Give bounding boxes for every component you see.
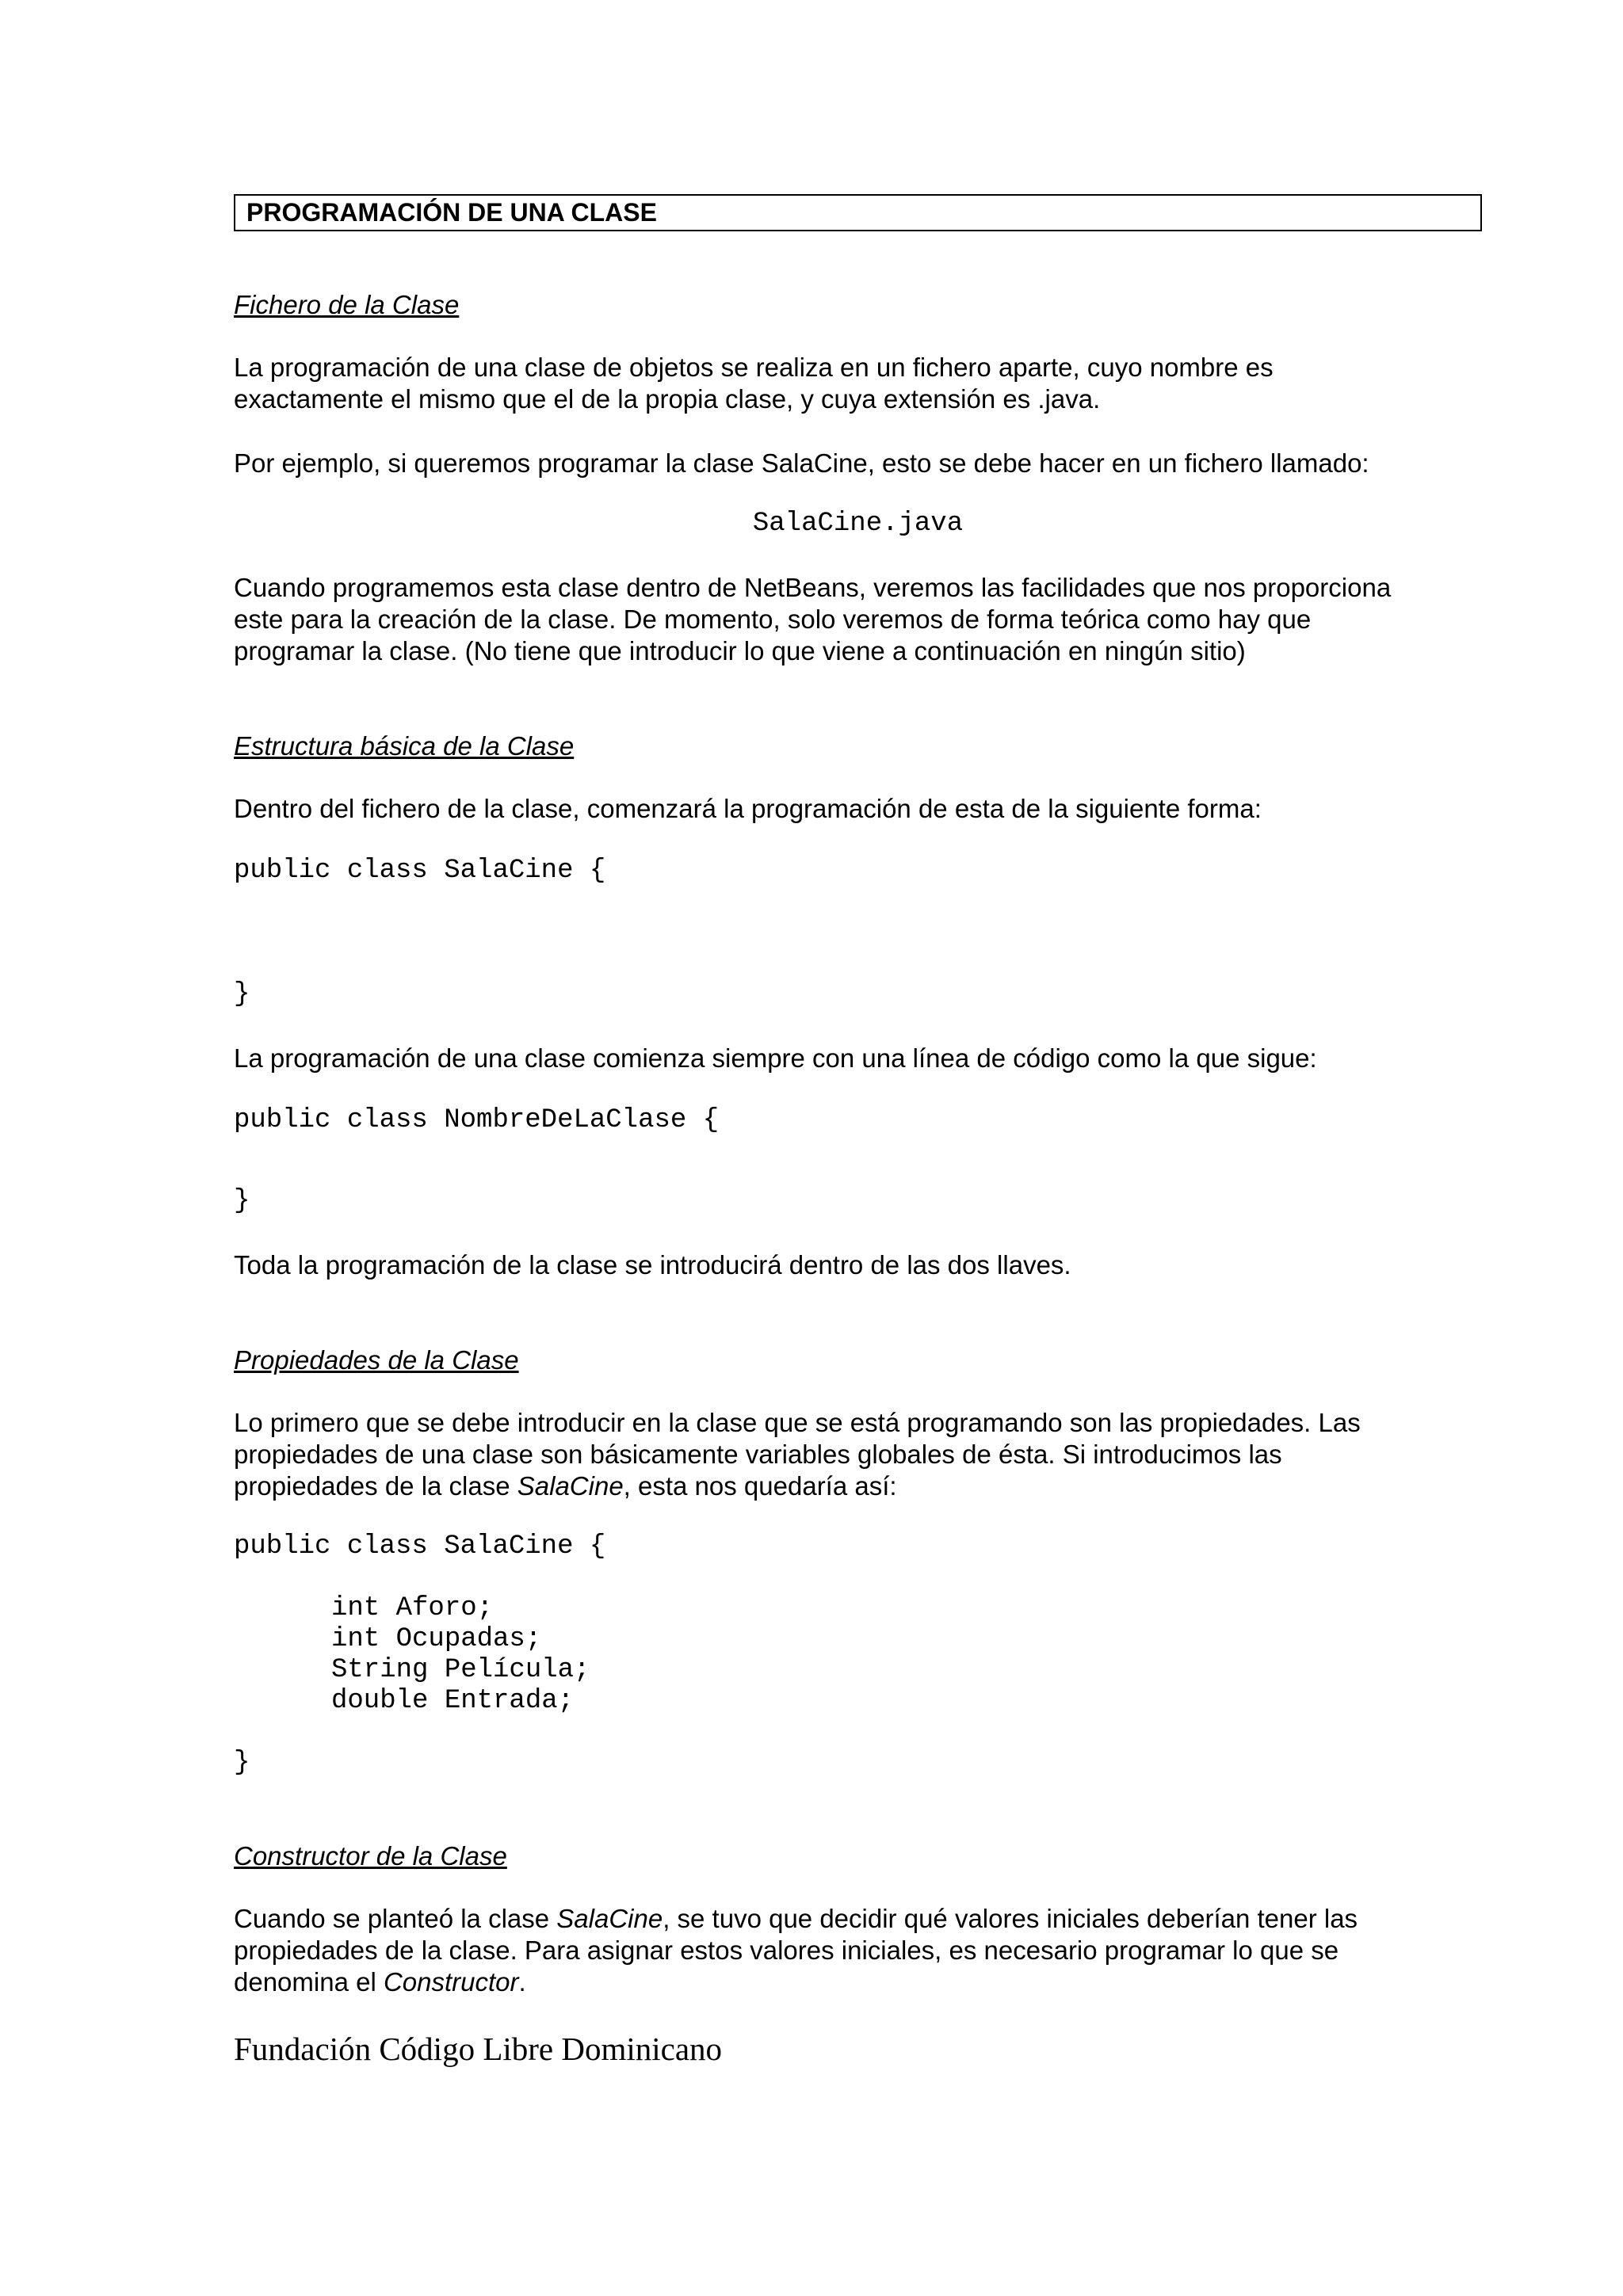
code-block-salacine-open: public class SalaCine { bbox=[234, 856, 606, 886]
paragraph-estructura-3: Toda la programación de la clase se introducirá dentro de las dos llaves. bbox=[234, 1250, 1071, 1280]
text-line: Cuando programemos esta clase dentro de NetBeans, veremos las facilidades que nos proporciona bbox=[234, 573, 1392, 602]
text-line: propiedades de una clase son básicamente variables globales de ésta. Si introducimos las bbox=[234, 1440, 1282, 1469]
class-name-emphasis: SalaCine bbox=[556, 1904, 663, 1933]
constructor-emphasis: Constructor bbox=[383, 1967, 519, 1997]
text-line: denomina el bbox=[234, 1967, 384, 1997]
code-line-aforo: int Aforo; bbox=[331, 1593, 494, 1623]
code-line-ocupadas: int Ocupadas; bbox=[331, 1624, 542, 1654]
section-heading-propiedades: Propiedades de la Clase bbox=[234, 1345, 519, 1375]
filename-code: SalaCine.java bbox=[752, 509, 964, 539]
code-line-pelicula: String Película; bbox=[331, 1655, 590, 1685]
code-block-nombre-open: public class NombreDeLaClase { bbox=[234, 1105, 720, 1135]
paragraph-estructura-1: Dentro del fichero de la clase, comenzará la programación de esta de la siguiente forma: bbox=[234, 794, 1262, 823]
page-title: PROGRAMACIÓN DE UNA CLASE bbox=[246, 198, 657, 227]
text-line: exactamente el mismo que el de la propia clase, y cuya extensión es .java. bbox=[234, 384, 1101, 414]
code-block-nombre-close: } bbox=[234, 1186, 250, 1216]
page-title-box bbox=[234, 194, 1482, 231]
text-line: . bbox=[518, 1967, 526, 1997]
paragraph-constructor-1 bbox=[234, 1903, 1482, 1998]
page-footer: Fundación Código Libre Dominicano bbox=[234, 2031, 723, 2067]
section-heading-fichero: Fichero de la Clase bbox=[234, 290, 460, 319]
text-line: propiedades de la clase bbox=[234, 1471, 517, 1501]
code-line-entrada: double Entrada; bbox=[331, 1686, 575, 1716]
text-line: este para la creación de la clase. De momento, solo veremos de forma teórica como hay que bbox=[234, 605, 1312, 634]
class-name-emphasis: SalaCine bbox=[517, 1471, 624, 1501]
section-heading-estructura: Estructura básica de la Clase bbox=[234, 731, 575, 761]
text-line: Cuando se planteó la clase bbox=[234, 1904, 557, 1933]
text-line: programar la clase. (No tiene que introducir lo que viene a continuación en ningún sitio) bbox=[234, 636, 1246, 666]
paragraph-fichero-2: Por ejemplo, si queremos programar la clase SalaCine, esto se debe hacer en un fichero llamado: bbox=[234, 448, 1369, 478]
paragraph-estructura-2: La programación de una clase comienza siempre con una línea de código como la que sigue: bbox=[234, 1043, 1317, 1073]
text-line: , se tuvo que decidir qué valores iniciales deberían tener las bbox=[663, 1904, 1358, 1933]
code-block-props-open: public class SalaCine { bbox=[234, 1531, 606, 1562]
code-block-props-close: } bbox=[234, 1748, 250, 1778]
code-block-props-body bbox=[234, 1593, 1482, 1717]
code-block-salacine-close: } bbox=[234, 979, 250, 1009]
paragraph-propiedades-1 bbox=[234, 1407, 1482, 1502]
paragraph-fichero-3 bbox=[234, 572, 1482, 667]
document-page bbox=[234, 194, 1482, 2068]
text-line: Lo primero que se debe introducir en la clase que se está programando son las propiedades. Las bbox=[234, 1408, 1361, 1437]
text-line: propiedades de la clase. Para asignar estos valores iniciales, es necesario programar lo que se bbox=[234, 1936, 1339, 1965]
text-line: , esta nos quedaría así: bbox=[623, 1471, 897, 1501]
section-heading-constructor: Constructor de la Clase bbox=[234, 1841, 507, 1871]
text-line: La programación de una clase de objetos se realiza en un fichero aparte, cuyo nombre es bbox=[234, 353, 1274, 382]
paragraph-fichero-1 bbox=[234, 352, 1482, 415]
